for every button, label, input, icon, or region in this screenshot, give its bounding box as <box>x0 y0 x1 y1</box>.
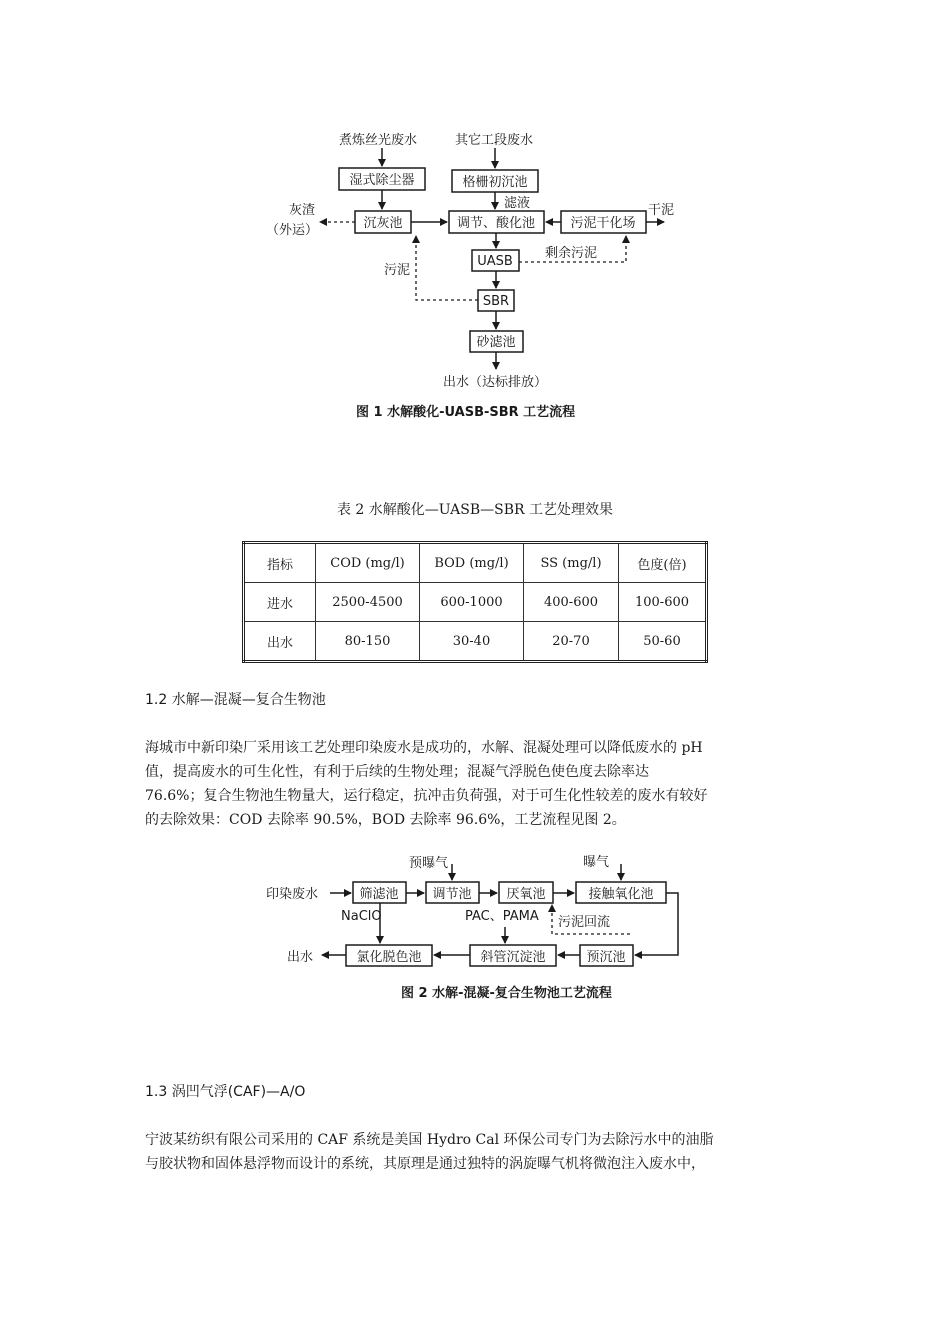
table-cell: 20-70 <box>524 622 619 662</box>
table-cell: 出水 <box>244 622 316 662</box>
fig2-outflow: 出水 <box>287 950 314 965</box>
paragraph-line: 海城市中新印染厂采用该工艺处理印染废水是成功的，水解、混凝处理可以降低废水的 pH <box>145 740 703 756</box>
section-1-2-paragraph <box>145 736 815 832</box>
fig1-ash-out-1: 灰渣 <box>289 203 316 218</box>
fig1-input-1: 煮炼丝光废水 <box>339 133 418 148</box>
fig2-pre-aeration: 预曝气 <box>409 856 449 871</box>
table-header-cell: BOD (mg/l) <box>420 543 524 583</box>
fig1-dry-label: 污泥干化场 <box>570 216 636 231</box>
fig1-uasb-label: UASB <box>477 254 513 269</box>
table-cell: 进水 <box>244 583 316 622</box>
fig2-incline-label: 斜管沉淀池 <box>480 950 546 965</box>
table-header-cell: 色度(倍) <box>619 543 707 583</box>
fig2-presettle-label: 预沉池 <box>586 950 626 965</box>
table-cell: 600-1000 <box>420 583 524 622</box>
fig1-sand-label: 砂滤池 <box>476 335 516 350</box>
fig2-aeration: 曝气 <box>583 855 610 870</box>
section-1-2-heading: 1.2 水解—混凝—复合生物池 <box>145 692 326 708</box>
section-1-3-heading: 1.3 涡凹气浮(CAF)—A/O <box>145 1084 306 1100</box>
fig1-caption: 图 1 水解酸化-UASB-SBR 工艺流程 <box>356 405 576 420</box>
fig1-sludge: 污泥 <box>384 263 411 278</box>
table-header-cell: COD (mg/l) <box>316 543 420 583</box>
fig2-pac: PAC、PAMA <box>465 909 539 924</box>
fig1-grid-label: 格栅初沉池 <box>462 175 528 190</box>
paragraph-line: 与胶状物和固体悬浮物而设计的系统，其原理是通过独特的涡旋曝气机将微泡注入废水中， <box>145 1156 705 1172</box>
fig1-excess-sludge: 剩余污泥 <box>545 246 598 261</box>
table-cell: 100-600 <box>619 583 707 622</box>
fig1-outflow: 出水（达标排放） <box>443 375 548 390</box>
fig2-input: 印染废水 <box>266 887 319 902</box>
table-cell: 30-40 <box>420 622 524 662</box>
fig1-dust-label: 湿式除尘器 <box>349 173 415 188</box>
fig2-adjust-label: 调节池 <box>432 887 472 902</box>
fig1-adjust-label: 调节、酸化池 <box>456 216 536 231</box>
paragraph-line: 76.6%；复合生物池生物量大，运行稳定，抗冲击负荷强，对于可生化性较差的废水有较好 <box>145 788 708 804</box>
fig1-dry-sludge: 干泥 <box>648 203 675 218</box>
fig1-filtrate: 滤液 <box>504 196 531 211</box>
table-header-cell: SS (mg/l) <box>524 543 619 583</box>
figure-2-flowchart <box>0 840 950 1010</box>
fig2-chlor-label: 氯化脱色池 <box>356 950 422 965</box>
table-cell: 400-600 <box>524 583 619 622</box>
fig1-sbr-label: SBR <box>482 294 510 309</box>
fig1-ash-out-2: （外运） <box>266 223 319 238</box>
table-row <box>244 583 707 622</box>
fig2-return-sludge: 污泥回流 <box>558 915 611 930</box>
table-cell: 50-60 <box>619 622 707 662</box>
table-2-title: 表 2 水解酸化—UASB—SBR 工艺处理效果 <box>336 502 614 518</box>
paragraph-line: 宁波某纺织有限公司采用的 CAF 系统是美国 Hydro Cal 环保公司专门为去除污水中的油脂 <box>145 1132 714 1148</box>
paragraph-line: 的去除效果：COD 去除率 90.5%，BOD 去除率 96.6%，工艺流程见图 2。 <box>145 812 626 828</box>
fig1-ash-label: 沉灰池 <box>363 216 403 231</box>
table-cell: 80-150 <box>316 622 420 662</box>
table-cell: 2500-4500 <box>316 583 420 622</box>
fig2-caption: 图 2 水解-混凝-复合生物池工艺流程 <box>401 986 612 1001</box>
fig2-screen-label: 筛滤池 <box>359 887 399 902</box>
paragraph-line: 值，提高废水的可生化性，有利于后续的生物处理；混凝气浮脱色使色度去除率达 <box>145 764 649 780</box>
table-header-row <box>244 543 707 583</box>
table-2 <box>242 541 708 663</box>
fig2-naclo: NaClO <box>341 909 382 924</box>
table-row <box>244 622 707 662</box>
figure-1-flowchart <box>0 0 950 440</box>
fig2-contact-label: 接触氧化池 <box>588 887 654 902</box>
fig2-anaerobic-label: 厌氧池 <box>506 887 546 902</box>
table-header-cell: 指标 <box>244 543 316 583</box>
fig1-input-2: 其它工段废水 <box>455 133 534 148</box>
section-1-3-paragraph <box>145 1128 815 1176</box>
